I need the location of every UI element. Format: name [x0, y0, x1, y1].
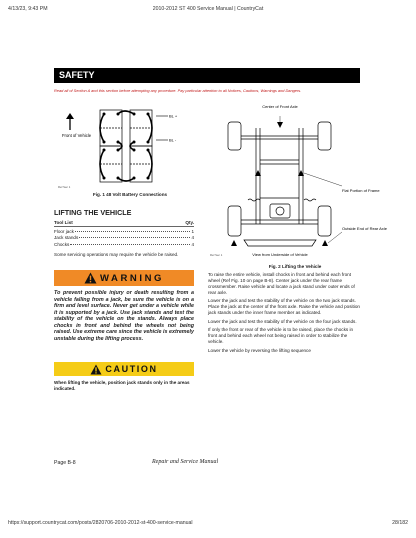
figure1-caption: Fig. 1 48 Volt Battery Connections: [92, 192, 168, 197]
front-arrow-icon: [66, 113, 74, 130]
tool-row: [54, 235, 194, 240]
lifting-heading: LIFTING THE VEHICLE: [54, 208, 132, 217]
caution-banner: [54, 362, 194, 376]
lifting-diagram: [208, 100, 387, 260]
tool-row: [54, 229, 194, 234]
print-datetime: 4/13/23, 9:43 PM: [8, 6, 48, 12]
warning-banner: [54, 270, 194, 286]
battery-pack: [100, 110, 152, 182]
tool-qty: 1: [191, 229, 194, 234]
print-url: https://support.countrycat.com/posts/2820706-2010-2012-st-400-service-manual: [8, 520, 193, 526]
lifting-instructions: [208, 272, 363, 356]
tool-name: Chocks: [54, 241, 70, 247]
label-center-front-axle: Center of Front Axle: [262, 104, 298, 109]
figure-battery-connections: [56, 104, 196, 190]
caution-label: CAUTION: [105, 364, 158, 374]
instruction-paragraph: Lower the jack and test the stability of the vehicle on the four jack stands.: [208, 318, 357, 324]
browser-header: [8, 6, 408, 16]
warning-label: WARNING: [99, 272, 165, 284]
tool-qty: 4: [191, 241, 194, 247]
instruction-paragraph: If only the front or rear of the vehicle is to be raised, place the chocks in front and behind each wheel not being raised in order to stabilize the vehicle.: [208, 327, 354, 345]
label-outside-end: Outside End of Rear Axle: [342, 226, 387, 231]
safety-note: Read all of Section A and this section before attempting any procedure. Pay particular attention to all Notices, Cautions, Warnings and Dangers.: [54, 88, 302, 93]
print-page-counter: 28/182: [392, 520, 408, 526]
qty-header: Qty.: [185, 220, 194, 225]
figure2-caption: Fig. 2 Lifting the Vehicle: [268, 264, 322, 269]
browser-footer: [8, 520, 408, 530]
instruction-paragraph: Lower the jack and test the stability of the vehicle on the two jack stands. Place the jack at the center of the front axle. Raise the vehicle and position jack stands under the inner frame member as indicated.: [208, 298, 360, 316]
instruction-paragraph: To raise the entire vehicle, install chocks in front and behind each front wheel (Ref Fig. 10 on page B-8). Center jack under the rear frame crossmember. Raise vehicle and locate a jack stand under outer ends of rear axle.: [208, 272, 355, 295]
section-title: SAFETY: [54, 68, 360, 83]
label-flat-portion: Flat Portion of Frame: [342, 188, 380, 193]
battery-diagram: [56, 104, 196, 190]
figure2-ref: Ref Sec 1: [210, 253, 223, 257]
leader-dots: [75, 231, 191, 232]
terminal-minus-label: BL -: [169, 137, 177, 143]
figure-lifting-vehicle: [208, 100, 387, 260]
tool-list-title: Tool List: [54, 220, 73, 225]
lifting-note: Some servicing operations may require the vehicle be raised.: [54, 252, 179, 257]
tool-name: Floor jack: [54, 229, 74, 234]
print-page-title: 2010-2012 ST 400 Service Manual | CountryCat: [152, 6, 264, 12]
tool-name: Jack stands: [54, 235, 79, 241]
figure1-ref: Ref Sec 1: [58, 185, 71, 189]
label-view: View from Underside of Vehicle: [252, 252, 308, 257]
tool-list-header: [54, 220, 194, 227]
tool-row: [54, 242, 194, 247]
jack-point-markers: [231, 122, 328, 246]
page-number: Page B-8: [54, 460, 76, 466]
warning-triangle-icon: [84, 272, 97, 284]
tool-qty: 4: [191, 235, 194, 241]
instruction-paragraph: Lower the vehicle by reversing the lifting sequence: [208, 347, 311, 353]
leader-dots: [70, 244, 190, 245]
manual-title: Repair and Service Manual: [152, 459, 219, 465]
warning-text: To prevent possible injury or death resulting from a vehicle falling from a jack, be sure the vehicle is on a firm and level surface. Never get under a vehicle while it is supported by a jack. Use jack stands and test the stability of the vehicle on the stands. Always place chocks in front and behind the wheels not being raised. Use extreme care since the vehicle is extremely unstable during the lifting process.: [54, 290, 194, 342]
terminal-plus-label: BL +: [169, 113, 178, 119]
caution-text: When lifting the vehicle, position jack stands only in the areas indicated.: [54, 380, 190, 391]
caution-triangle-icon: [90, 364, 102, 375]
front-of-vehicle-label: Front of Vehicle: [62, 133, 92, 138]
leader-dots: [79, 237, 190, 238]
tool-list: [54, 220, 194, 248]
vehicle-underside: [228, 122, 331, 246]
